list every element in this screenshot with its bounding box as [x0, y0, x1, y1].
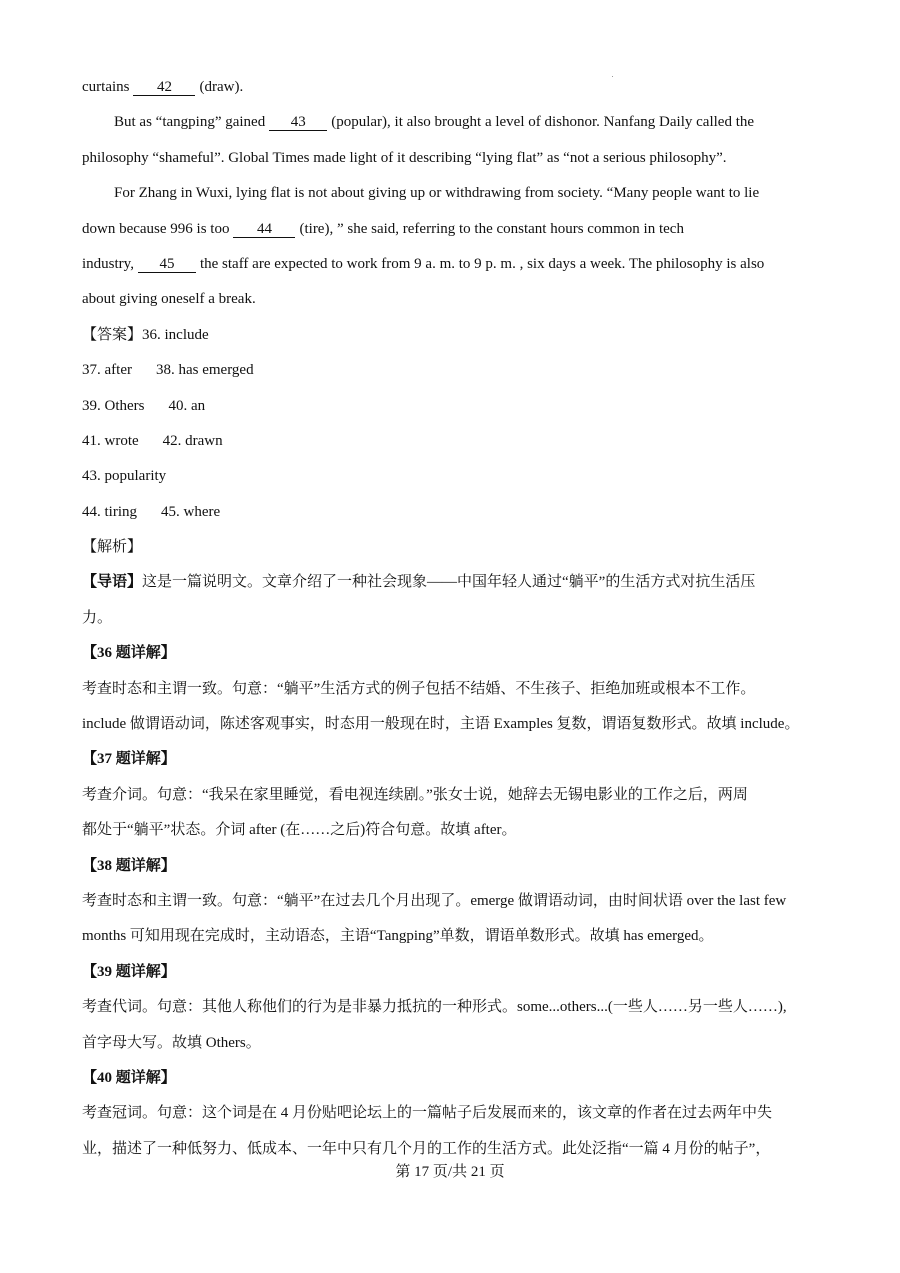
q38-heading: 【38 题详解】	[82, 857, 176, 874]
passage-line	[82, 70, 822, 105]
answer: 42. drawn	[162, 432, 223, 449]
answer-label: 【答案】	[82, 326, 143, 343]
analysis-label: 【解析】	[82, 539, 143, 556]
explanation-line: months 可知用现在完成时，主动语态，主语“Tangping”单数，谓语单数形式。故填 has emerged。	[82, 928, 714, 945]
passage-line: philosophy “shameful”. Global Times made light of it describing “lying flat” as “not a serious philosophy”.	[82, 149, 727, 166]
text: the staff are expected to work from 9 a. m. to 9 p. m. , six days a week. The philosophy is also	[199, 255, 765, 272]
explanation-line: 考查代词。句意：其他人称他们的行为是非暴力抵抗的一种形式。some...others...(一些人……另一些人……),	[82, 999, 787, 1016]
text: (tire), ” she said, referring to the constant hours common in tech	[299, 220, 684, 237]
text: (popular), it also brought a level of dishonor. Nanfang Daily called the	[331, 114, 755, 131]
explanation-line: 业，描述了一种低努力、低成本、一年中只有几个月的工作的生活方式。此处泛指“一篇 4 月份的帖子”，	[82, 1140, 771, 1157]
answer: 38. has emerged	[155, 362, 254, 379]
q37-heading: 【37 题详解】	[82, 751, 176, 768]
answer: 40. an	[168, 397, 206, 414]
intro-line	[82, 565, 822, 600]
passage-line: about giving oneself a break.	[82, 291, 256, 308]
q39-heading: 【39 题详解】	[82, 963, 176, 980]
passage-line: For Zhang in Wuxi, lying flat is not about giving up or withdrawing from society. “Many people want to lie	[114, 185, 760, 202]
blank-44: 44	[233, 221, 295, 238]
text: 这是一篇说明文。文章介绍了一种社会现象——中国年轻人通过“躺平”的生活方式对抗生活压	[142, 574, 756, 591]
answer: 36. include	[142, 326, 209, 343]
answer: 39. Others	[82, 397, 145, 414]
blank-43: 43	[269, 114, 327, 131]
q40-heading: 【40 题详解】	[82, 1069, 176, 1086]
passage-line	[82, 247, 822, 282]
answer-line	[82, 389, 822, 424]
blank-42: 42	[133, 79, 195, 96]
document-page	[82, 70, 822, 1167]
blank-45: 45	[138, 256, 196, 273]
explanation-line: 首字母大写。故填 Others。	[82, 1034, 261, 1051]
explanation-line: 考查介词。句意：“我呆在家里睡觉，看电视连续剧。”张女士说，她辞去无锡电影业的工作之后，两周	[82, 786, 748, 803]
answer: 45. where	[161, 503, 221, 520]
q36-heading: 【36 题详解】	[82, 645, 176, 662]
passage-line	[82, 105, 822, 140]
text: (draw).	[199, 79, 244, 95]
intro-line: 力。	[82, 609, 113, 626]
explanation-line: 考查时态和主谓一致。句意：“躺平”在过去几个月出现了。emerge 做谓语动词，由时间状语 over the last few	[82, 892, 787, 909]
text: industry,	[82, 255, 134, 272]
answer-line	[82, 353, 822, 388]
explanation-line: 考查时态和主谓一致。句意：“躺平”生活方式的例子包括不结婚、不生孩子、拒绝加班或根本不工作。	[82, 680, 756, 697]
explanation-line: 考查冠词。句意：这个词是在 4 月份贴吧论坛上的一篇帖子后发展而来的，该文章的作者在过去两年中失	[82, 1105, 773, 1122]
answer-line	[82, 424, 822, 459]
passage-line	[82, 212, 822, 247]
answer: 41. wrote	[82, 432, 139, 449]
answer-line: 43. popularity	[82, 468, 167, 485]
answer: 37. after	[82, 362, 132, 379]
text: curtains	[82, 79, 130, 95]
text: down because 996 is too	[82, 220, 230, 237]
answer: 44. tiring	[82, 503, 137, 520]
text: But as “tangping” gained	[114, 114, 266, 131]
page-number: 第 17 页/共 21 页	[395, 1164, 505, 1180]
explanation-line: include 做谓语动词，陈述客观事实，时态用一般现在时，主语 Examples 复数，谓语复数形式。故填 include。	[82, 716, 800, 733]
intro-label: 【导语】	[82, 574, 143, 591]
explanation-line: 都处于“躺平”状态。介词 after (在……之后)符合句意。故填 after。	[82, 822, 517, 839]
answer-line	[82, 318, 822, 353]
answer-line	[82, 495, 822, 530]
